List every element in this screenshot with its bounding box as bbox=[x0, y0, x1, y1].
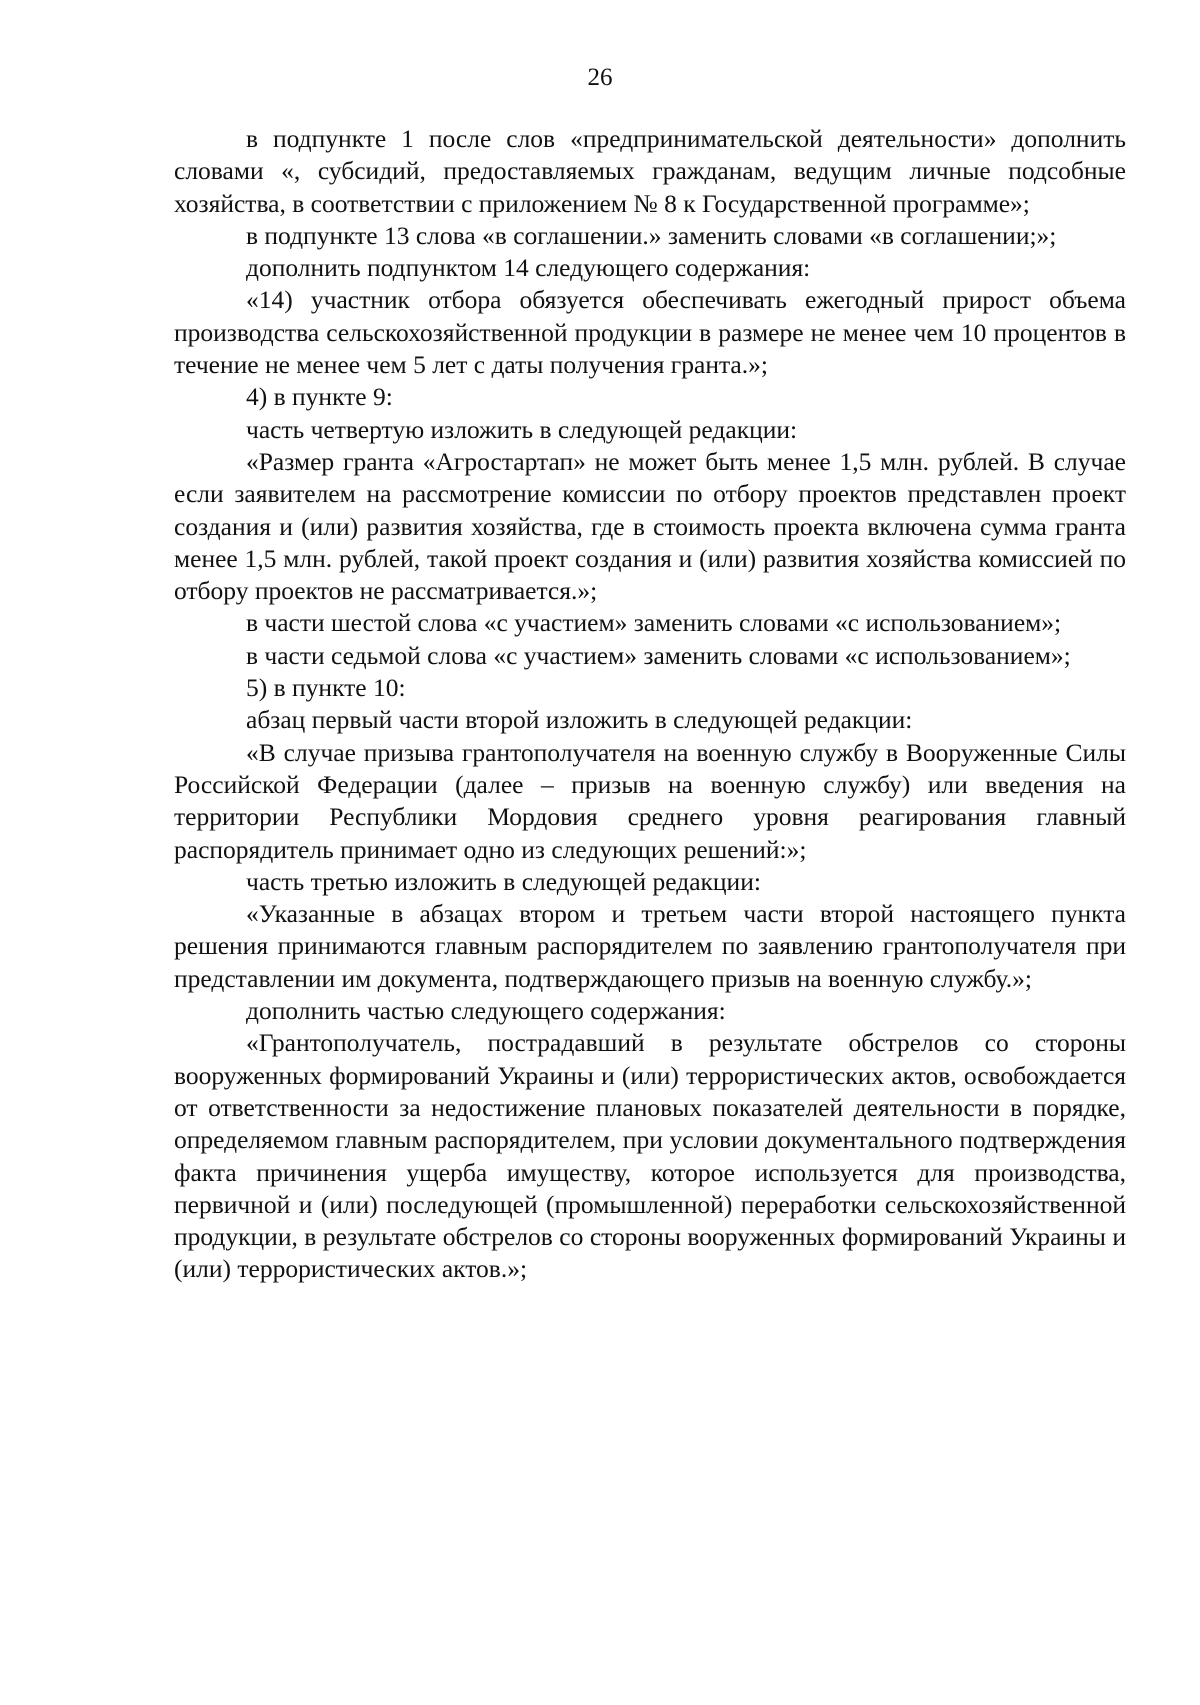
paragraph: 4) в пункте 9: bbox=[246, 382, 393, 412]
paragraph: «Грантополучатель, пострадавший в результате обстрелов со стороны вооруженных формирований Украины и (или) террористических актов, освобождается от ответственности за недостижение плановых показателей деятельности в порядке, определяемом главным распорядителем, при условии документального подтверждения факта причинения ущерба имуществу, которое используется для производства, первичной и (или) последующей (промышленной) переработки сельскохозяйственной продукции, в результате обстрелов со стороны вооруженных формирований Украины и (или) террористических актов.»; bbox=[174, 1028, 1126, 1284]
paragraph: «14) участник отбора обязуется обеспечивать ежегодный прирост объема производства сельскохозяйственной продукции в размере не менее чем 10 процентов в течение не менее чем 5 лет с даты получения гранта.»; bbox=[174, 285, 1126, 380]
paragraph: «Размер гранта «Агростартап» не может быть менее 1,5 млн. рублей. В случае если заявителем на рассмотрение комиссии по отбору проектов представлен проект создания и (или) развития хозяйства, где в стоимость проекта включена сумма гранта менее 1,5 млн. рублей, такой проект создания и (или) развития хозяйства комиссией по отбору проектов не рассматривается.»; bbox=[174, 446, 1126, 606]
paragraph: часть четвертую изложить в следующей редакции: bbox=[246, 414, 798, 444]
paragraph: в части седьмой слова «с участием» заменить словами «с использованием»; bbox=[246, 640, 1071, 670]
paragraph: абзац первый части второй изложить в следующей редакции: bbox=[246, 705, 913, 735]
paragraph: в части шестой слова «с участием» заменить словами «с использованием»; bbox=[246, 608, 1062, 638]
paragraph: дополнить подпунктом 14 следующего содержания: bbox=[246, 253, 811, 283]
paragraph: в подпункте 1 после слов «предпринимательской деятельности» дополнить словами «, субсидий, предоставляемых гражданам, ведущим личные подсобные хозяйства, в соответствии с приложением № 8 к Государственной программе»; bbox=[174, 124, 1126, 218]
paragraph: 5) в пункте 10: bbox=[246, 673, 406, 703]
paragraph: часть третью изложить в следующей редакции: bbox=[246, 866, 761, 896]
paragraph: в подпункте 13 слова «в соглашении.» заменить словами «в соглашении;»; bbox=[246, 220, 1057, 250]
page-number: 26 bbox=[587, 64, 613, 91]
document-body bbox=[174, 123, 1126, 1286]
paragraph: «Указанные в абзацах втором и третьем части второй настоящего пункта решения принимаются главным распорядителем по заявлению грантополучателя при представлении им документа, подтверждающего призыв на военную службу.»; bbox=[174, 899, 1126, 993]
paragraph: дополнить частью следующего содержания: bbox=[246, 996, 726, 1026]
paragraph: «В случае призыва грантополучателя на военную службу в Вооруженные Силы Российской Федерации (далее – призыв на военную службу) или введения на территории Республики Мордовия среднего уровня реагирования главный распорядитель принимает одно из следующих решений:»; bbox=[174, 737, 1126, 864]
